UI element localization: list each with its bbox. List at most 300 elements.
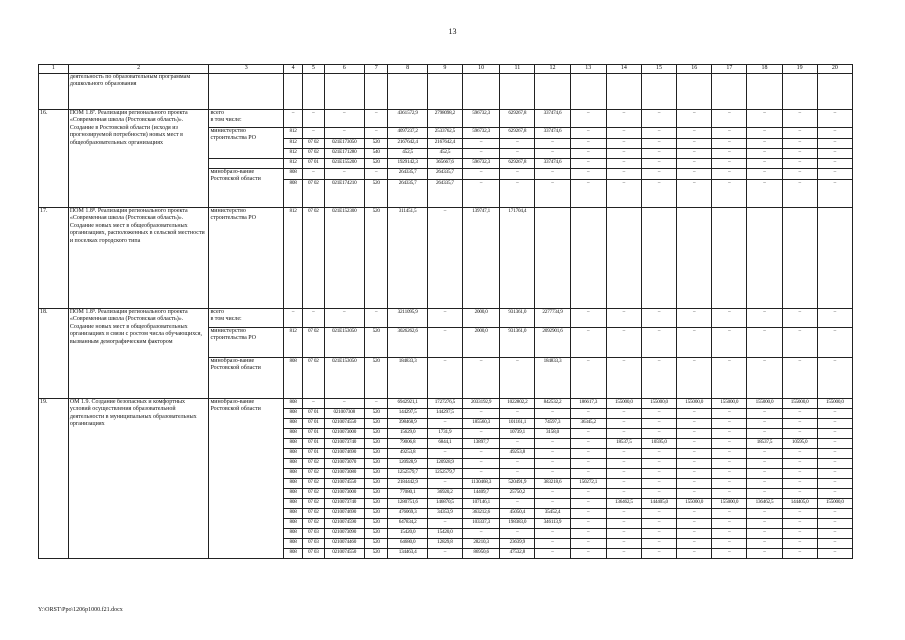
amount-cell: 77080,1 [388, 489, 427, 499]
amount-cell: 120928,9 [427, 459, 462, 469]
amount-cell: – [677, 419, 712, 429]
column-number: 16 [677, 65, 712, 74]
measure-name: ПОМ 1.8⁹. Реализация регионального проекта «Современная школа (Ростовская область)». Создание новых мест в общеобразовательных организациях в связи с ростом числа обучающихся, вызванным демографическим фактором [68, 309, 209, 399]
amount-cell: 34353,9 [427, 509, 462, 519]
amount-cell: – [606, 469, 641, 479]
budget-code-cell: 520 [364, 439, 387, 449]
budget-code-cell: 808 [284, 169, 303, 180]
amount-cell: – [535, 139, 570, 149]
budget-code-cell: 812 [284, 149, 303, 159]
amount-cell: – [817, 309, 852, 328]
amount-cell: 155000,0 [641, 399, 676, 409]
amount-cell: 1252579,7 [388, 469, 427, 479]
budget-code-cell: 021E153050 [324, 358, 364, 399]
amount-cell: 2092901,6 [535, 328, 570, 358]
column-number: 11 [500, 65, 535, 74]
amount-cell: – [570, 409, 606, 419]
amount-cell: – [677, 429, 712, 439]
amount-cell: 264335,7 [388, 169, 427, 180]
amount-cell: – [747, 449, 782, 459]
amount-cell: – [677, 509, 712, 519]
amount-cell: – [817, 459, 852, 469]
amount-cell: 101161,1 [500, 419, 535, 429]
amount-cell: – [747, 469, 782, 479]
amount-cell: 136462,5 [747, 499, 782, 509]
budget-code-cell: 808 [284, 409, 303, 419]
budget-code-cell: 07 03 [303, 529, 324, 539]
budget-code-cell: 021E155200 [324, 159, 364, 169]
amount-cell: – [427, 419, 462, 429]
amount-cell [427, 74, 462, 110]
responsible-executor [209, 159, 284, 169]
amount-cell: 520491,9 [500, 479, 535, 489]
amount-cell: – [500, 358, 535, 399]
budget-code-cell: 808 [284, 499, 303, 509]
budget-code-cell: 0210073090 [324, 529, 364, 539]
amount-cell: 311451,5 [388, 208, 427, 309]
amount-cell: – [570, 128, 606, 139]
amount-cell: – [712, 159, 747, 169]
amount-cell: – [535, 169, 570, 180]
budget-code-cell: 0210074690 [324, 449, 364, 459]
budget-code-cell: 808 [284, 529, 303, 539]
amount-cell: – [570, 429, 606, 439]
amount-cell: – [782, 459, 817, 469]
amount-cell: – [782, 529, 817, 539]
amount-cell: – [606, 549, 641, 559]
amount-cell: – [677, 409, 712, 419]
budget-code-cell: 07 01 [303, 439, 324, 449]
budget-code-cell: 07 02 [303, 479, 324, 489]
amount-cell: – [817, 529, 852, 539]
amount-cell: – [747, 509, 782, 519]
amount-cell: – [712, 409, 747, 419]
amount-cell: – [570, 439, 606, 449]
measure-name: ПОМ 1.8⁷. Реализация регионального проекта «Современная школа (Ростовская область)». Создание в Ростовской области (исходя из прогнозируемой потребности) новых мест в общеобразовательных организациях [68, 110, 209, 208]
amount-cell [462, 74, 499, 110]
budget-code-cell: 07 02 [303, 499, 324, 509]
budget-code-cell: 520 [364, 358, 387, 399]
amount-cell: – [747, 479, 782, 489]
amount-cell: – [817, 469, 852, 479]
amount-cell: 264335,7 [427, 169, 462, 180]
amount-cell: 155000,0 [677, 399, 712, 409]
amount-cell: – [712, 469, 747, 479]
amount-cell: 6844,1 [427, 439, 462, 449]
amount-cell: 155000,0 [817, 499, 852, 509]
amount-cell: 1727276,5 [427, 399, 462, 409]
amount-cell: – [747, 309, 782, 328]
budget-code-cell: – [324, 399, 364, 409]
budget-code-cell: 520 [364, 489, 387, 499]
amount-cell: 3026262,6 [388, 328, 427, 358]
budget-code-cell: 812 [284, 159, 303, 169]
amount-cell: – [641, 149, 676, 159]
amount-cell: 2033192,9 [462, 399, 499, 409]
amount-cell: – [747, 169, 782, 180]
budget-code-cell: 021E153050 [324, 328, 364, 358]
amount-cell: – [606, 529, 641, 539]
amount-cell: – [747, 419, 782, 429]
budget-code-cell: 808 [284, 479, 303, 489]
budget-code-cell: 808 [284, 459, 303, 469]
amount-cell: – [606, 169, 641, 180]
amount-cell: 36920,2 [427, 489, 462, 499]
amount-cell: – [677, 469, 712, 479]
amount-cell: – [570, 309, 606, 328]
amount-cell: 2000,0 [462, 309, 499, 328]
amount-cell: – [641, 509, 676, 519]
amount-cell: – [606, 449, 641, 459]
budget-code-cell: 0210074690 [324, 509, 364, 519]
amount-cell: – [782, 429, 817, 439]
amount-cell: – [606, 139, 641, 149]
amount-cell: – [606, 180, 641, 208]
budget-code-cell: 808 [284, 449, 303, 459]
amount-cell: – [782, 489, 817, 499]
amount-cell: 264335,7 [388, 180, 427, 208]
budget-code-cell: 07 02 [303, 208, 324, 309]
amount-cell: – [677, 328, 712, 358]
amount-cell: – [535, 180, 570, 208]
amount-cell: – [747, 328, 782, 358]
amount-cell: – [817, 519, 852, 529]
amount-cell: – [747, 429, 782, 439]
amount-cell: – [712, 139, 747, 149]
budget-code-cell: 07 02 [303, 139, 324, 149]
amount-cell: 647834,2 [388, 519, 427, 529]
amount-cell: 35452,4 [535, 509, 570, 519]
amount-cell: – [641, 159, 676, 169]
column-number: 9 [427, 65, 462, 74]
amount-cell: 2184442,9 [388, 479, 427, 489]
amount-cell: – [427, 479, 462, 489]
amount-cell: 45050,4 [500, 509, 535, 519]
budget-code-cell: 0210073740 [324, 499, 364, 509]
amount-cell: – [500, 139, 535, 149]
amount-cell: – [606, 358, 641, 399]
amount-cell: – [782, 328, 817, 358]
amount-cell: – [817, 169, 852, 180]
amount-cell: 155000,0 [712, 499, 747, 509]
amount-cell: 629267,8 [500, 110, 535, 128]
measure-name: деятельность по образовательным программам дошкольного образования [68, 74, 209, 110]
amount-cell: – [677, 529, 712, 539]
row-number: 18. [39, 309, 69, 399]
amount-cell: – [747, 529, 782, 539]
amount-cell: – [462, 459, 499, 469]
amount-cell: – [606, 419, 641, 429]
amount-cell: – [817, 439, 852, 449]
amount-cell: 144297,5 [388, 409, 427, 419]
amount-cell: – [677, 128, 712, 139]
amount-cell: – [782, 180, 817, 208]
amount-cell: – [535, 439, 570, 449]
amount-cell: 150272,1 [570, 479, 606, 489]
amount-cell: – [817, 149, 852, 159]
amount-cell: – [677, 479, 712, 489]
amount-cell: – [535, 449, 570, 459]
amount-cell: – [606, 309, 641, 328]
budget-code-cell: – [284, 309, 303, 328]
amount-cell: – [500, 499, 535, 509]
amount-cell: – [712, 539, 747, 549]
amount-cell: – [641, 180, 676, 208]
amount-cell: – [427, 208, 462, 309]
budget-code-cell: 07 01 [303, 429, 324, 439]
budget-code-cell: 0210073740 [324, 439, 364, 449]
amount-cell: – [570, 529, 606, 539]
amount-cell: – [747, 128, 782, 139]
amount-cell: – [500, 459, 535, 469]
row-number: 17. [39, 208, 69, 309]
amount-cell: 47532,8 [500, 549, 535, 559]
amount-cell: – [570, 358, 606, 399]
amount-cell: 49253,8 [500, 449, 535, 459]
budget-code-cell: 812 [284, 139, 303, 149]
amount-cell: – [747, 149, 782, 159]
amount-cell: 14409,7 [462, 489, 499, 499]
amount-cell: – [712, 149, 747, 159]
amount-cell: – [500, 169, 535, 180]
amount-cell: – [712, 549, 747, 559]
amount-cell: – [641, 449, 676, 459]
amount-cell [535, 74, 570, 110]
amount-cell: – [712, 489, 747, 499]
amount-cell: 337474,6 [535, 110, 570, 128]
amount-cell: 184833,3 [535, 358, 570, 399]
budget-code-cell: 520 [364, 459, 387, 469]
amount-cell: 1280751,6 [388, 499, 427, 509]
column-number: 14 [606, 65, 641, 74]
amount-cell: – [606, 110, 641, 128]
amount-cell: – [817, 509, 852, 519]
budget-code-cell: 07 01 [303, 409, 324, 419]
amount-cell: 10595,0 [782, 439, 817, 449]
budget-code-cell: 808 [284, 519, 303, 529]
budget-code-cell: 808 [284, 429, 303, 439]
amount-cell: – [606, 459, 641, 469]
amount-cell: – [747, 180, 782, 208]
budget-code-cell: 540 [364, 149, 387, 159]
amount-cell: – [712, 328, 747, 358]
amount-cell: 12829,8 [427, 539, 462, 549]
amount-cell: 155000,0 [782, 399, 817, 409]
budget-code-cell: – [303, 110, 324, 128]
file-path-footer: Y:\ORST\Ppo\1206p1000.f21.docx [38, 607, 123, 613]
amount-cell: – [500, 469, 535, 479]
amount-cell: 2167642,4 [427, 139, 462, 149]
amount-cell: – [570, 499, 606, 509]
amount-cell: – [817, 479, 852, 489]
amount-cell: – [570, 539, 606, 549]
amount-cell: – [677, 449, 712, 459]
amount-cell: 365667,6 [427, 159, 462, 169]
amount-cell: 476069,3 [388, 509, 427, 519]
amount-cell: – [747, 159, 782, 169]
amount-cell: 346113,9 [535, 519, 570, 529]
column-number: 13 [570, 65, 606, 74]
budget-code-cell: 0210074550 [324, 549, 364, 559]
amount-cell: – [535, 549, 570, 559]
amount-cell: – [641, 519, 676, 529]
amount-cell: 4097237,2 [388, 128, 427, 139]
budget-code-cell: – [303, 399, 324, 409]
amount-cell: 3158,0 [535, 429, 570, 439]
amount-cell: – [570, 159, 606, 169]
amount-cell: – [712, 509, 747, 519]
table-row [39, 74, 853, 110]
amount-cell: 198383,0 [500, 519, 535, 529]
column-number: 3 [209, 65, 284, 74]
amount-cell: – [677, 539, 712, 549]
budget-code-cell: 021E174210 [324, 180, 364, 208]
amount-cell: – [677, 309, 712, 328]
budget-code-cell: – [324, 309, 364, 328]
column-number: 18 [747, 65, 782, 74]
amount-cell: – [677, 549, 712, 559]
budget-code-cell: – [364, 128, 387, 139]
amount-cell: – [500, 439, 535, 449]
amount-cell: – [817, 110, 852, 128]
amount-cell: – [747, 139, 782, 149]
column-number: 7 [364, 65, 387, 74]
amount-cell: – [570, 449, 606, 459]
amount-cell [712, 208, 747, 309]
budget-code-cell: 520 [364, 469, 387, 479]
amount-cell: 134463,4 [388, 549, 427, 559]
amount-cell: 136462,5 [606, 499, 641, 509]
row-number: 16. [39, 110, 69, 208]
amount-cell: 144297,5 [427, 409, 462, 419]
amount-cell: – [535, 499, 570, 509]
amount-cell: – [817, 539, 852, 549]
budget-code-cell: 07 02 [303, 459, 324, 469]
budget-code-cell: – [303, 309, 324, 328]
budget-code-cell: 520 [364, 180, 387, 208]
amount-cell: – [677, 159, 712, 169]
row-number [39, 74, 69, 110]
column-number-row [39, 65, 853, 74]
amount-cell [388, 74, 427, 110]
amount-cell: – [782, 449, 817, 459]
budget-code-cell: 0210073000 [324, 489, 364, 499]
amount-cell: – [641, 358, 676, 399]
amount-cell: – [641, 429, 676, 439]
responsible-executor: министерство строительства РО [209, 328, 284, 358]
amount-cell: – [570, 169, 606, 180]
amount-cell: – [606, 409, 641, 419]
column-number: 12 [535, 65, 570, 74]
budget-code-cell: 520 [364, 539, 387, 549]
amount-cell: – [570, 519, 606, 529]
amount-cell [641, 74, 676, 110]
amount-cell: 171704,4 [500, 208, 535, 309]
amount-cell: – [606, 509, 641, 519]
amount-cell: – [782, 539, 817, 549]
amount-cell: – [500, 409, 535, 419]
budget-code-cell: 808 [284, 180, 303, 208]
amount-cell: 452,5 [388, 149, 427, 159]
amount-cell: 144405,0 [782, 499, 817, 509]
amount-cell: – [677, 459, 712, 469]
budget-code-cell: 812 [284, 208, 303, 309]
budget-code-cell: 812 [284, 128, 303, 139]
amount-cell: – [817, 358, 852, 399]
amount-cell: – [641, 469, 676, 479]
budget-code-cell: 520 [364, 139, 387, 149]
amount-cell: – [782, 110, 817, 128]
budget-code-cell: – [324, 128, 364, 139]
amount-cell: – [427, 449, 462, 459]
budget-code-cell: 07 02 [303, 358, 324, 399]
budget-code-cell: 808 [284, 509, 303, 519]
amount-cell: 36345,2 [570, 419, 606, 429]
amount-cell: – [677, 180, 712, 208]
amount-cell: – [782, 419, 817, 429]
amount-cell [677, 74, 712, 110]
amount-cell: 337474,6 [535, 159, 570, 169]
amount-cell: – [462, 180, 499, 208]
budget-code-cell: 07 01 [303, 449, 324, 459]
amount-cell: 452,5 [427, 149, 462, 159]
amount-cell: 74597,3 [535, 419, 570, 429]
amount-cell: – [817, 489, 852, 499]
amount-cell: – [535, 539, 570, 549]
amount-cell: 146870,5 [427, 499, 462, 509]
column-number: 6 [324, 65, 364, 74]
responsible-executor: минобразо-вание Ростовской области [209, 358, 284, 399]
budget-code-cell: 07 02 [303, 509, 324, 519]
amount-cell [782, 208, 817, 309]
amount-cell: 383218,6 [535, 479, 570, 489]
amount-cell: – [641, 419, 676, 429]
amount-cell: – [782, 128, 817, 139]
amount-cell: 15420,0 [388, 529, 427, 539]
budget-code-cell: 07 02 [303, 328, 324, 358]
budget-code-cell: – [303, 128, 324, 139]
budget-code-cell [284, 74, 303, 110]
amount-cell: – [817, 419, 852, 429]
column-number: 19 [782, 65, 817, 74]
amount-cell: – [782, 549, 817, 559]
amount-cell: 264335,7 [427, 180, 462, 208]
amount-cell: – [782, 479, 817, 489]
amount-cell: 596732,3 [462, 128, 499, 139]
amount-cell: – [462, 449, 499, 459]
amount-cell: – [782, 139, 817, 149]
budget-code-cell: 808 [284, 469, 303, 479]
amount-cell: 15420,0 [427, 529, 462, 539]
amount-cell [641, 208, 676, 309]
budget-code-cell: – [284, 110, 303, 128]
budget-code-cell: 520 [364, 419, 387, 429]
amount-cell: – [712, 180, 747, 208]
amount-cell: – [817, 549, 852, 559]
amount-cell: – [570, 180, 606, 208]
amount-cell: 10595,0 [641, 439, 676, 449]
amount-cell: – [641, 128, 676, 139]
amount-cell: – [606, 429, 641, 439]
amount-cell: – [535, 149, 570, 159]
amount-cell: – [712, 358, 747, 399]
responsible-executor: министерство строительства РО [209, 128, 284, 159]
amount-cell: 1130468,3 [462, 479, 499, 489]
amount-cell: – [641, 489, 676, 499]
budget-code-cell: 520 [364, 479, 387, 489]
amount-cell: – [606, 328, 641, 358]
page-number: 13 [448, 27, 457, 36]
